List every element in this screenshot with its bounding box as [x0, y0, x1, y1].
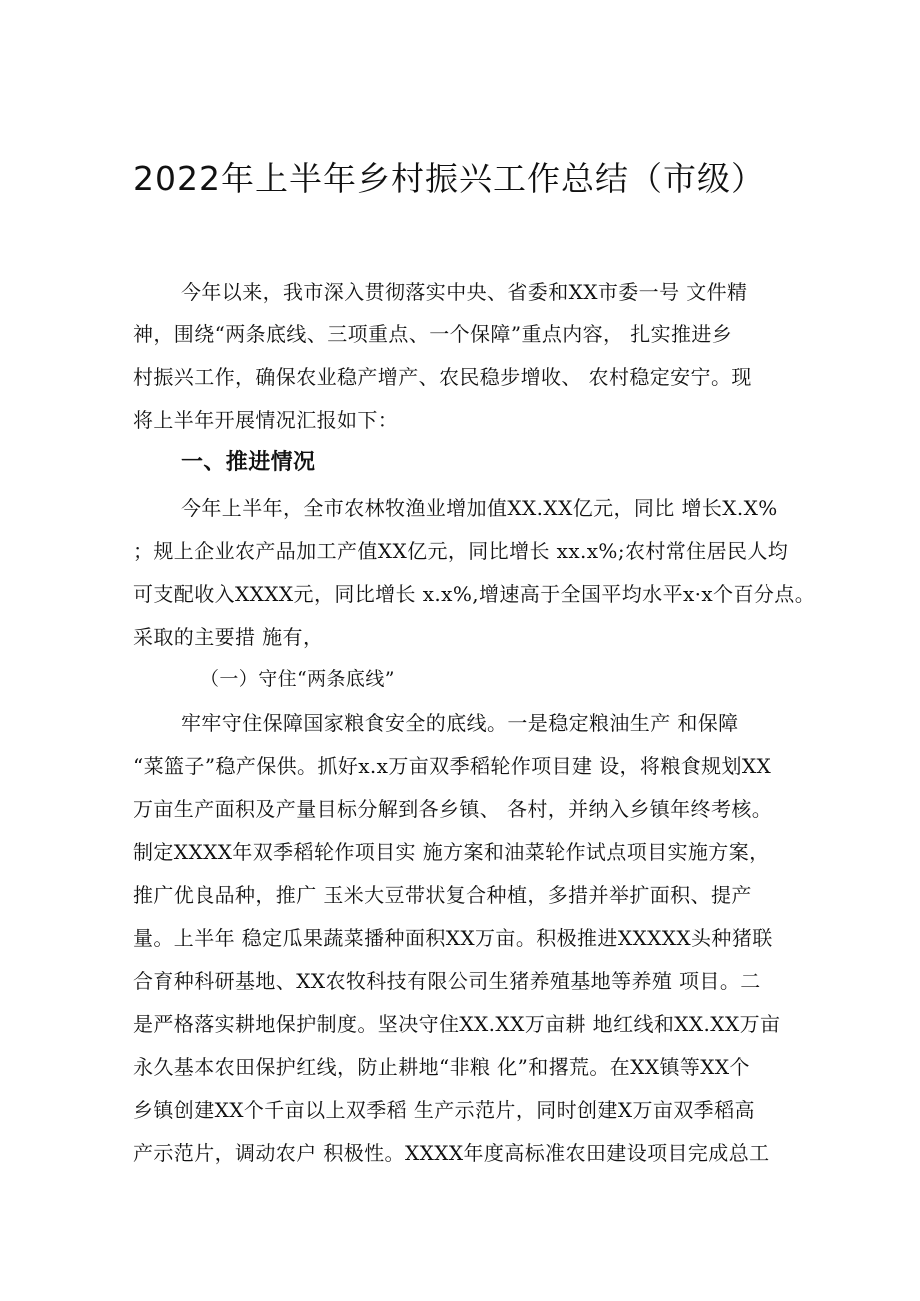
paragraph-line: 村振兴工作，确保农业稳产增产、农民稳步增收、 农村稳定安宁。现: [133, 365, 752, 389]
paragraph-line: 永久基本农田保护红线，防止耕地“非粮 化”和撂荒。在XX镇等XX个: [133, 1055, 750, 1079]
paragraph-line: 乡镇创建XX个千亩以上双季稻 生产示范片，同时创建X万亩双季稻高: [133, 1098, 755, 1122]
paragraph-line: 量。上半年 稳定瓜果蔬菜播种面积XX万亩。积极推进XXXXX头种猪联: [133, 926, 773, 950]
paragraph-line: 将上半年开展情况汇报如下：: [133, 408, 399, 432]
paragraph-line: 是严格落实耕地保护制度。坚决守住XX.XX万亩耕 地红线和XX.XX万亩: [133, 1012, 781, 1036]
paragraph-line: 可支配收入XXXX元，同比增长 x.x%,增速高于全国平均水平x·x个百分点。: [133, 582, 816, 606]
paragraph-line: 神，围绕“两条底线、三项重点、一个保障”重点内容， 扎实推进乡: [133, 322, 733, 346]
paragraph-line: “菜篮子”稳产保供。抓好x.x万亩双季稻轮作项目建 设，将粮食规划XX: [133, 754, 772, 778]
paragraph-line: 制定XXXX年双季稻轮作项目实 施方案和油菜轮作试点项目实施方案，: [133, 840, 770, 864]
paragraph-line: 采取的主要措 施有，: [133, 625, 324, 649]
paragraph-line: 合育种科研基地、XX农牧科技有限公司生猪养殖基地等养殖 项目。二: [133, 969, 761, 993]
paragraph-line: 万亩生产面积及产量目标分解到各乡镇、 各村，并纳入乡镇年终考核。: [133, 797, 773, 821]
document-title: 2022年上半年乡村振兴工作总结（市级）: [133, 159, 765, 198]
paragraph-line: 产示范片，调动农户 积极性。XXXX年度高标准农田建设项目完成总工: [133, 1141, 770, 1165]
paragraph-line: 今年上半年，全市农林牧渔业增加值XX.XX亿元，同比 增长X.X%: [181, 496, 778, 520]
section-heading: 一、推进情况: [181, 450, 316, 475]
paragraph-line: ；规上企业农产品加工产值XX亿元，同比增长 xx.x%;农村常住居民人均: [133, 539, 789, 563]
paragraph-line: 今年以来，我市深入贯彻落实中央、省委和XX市委一号 文件精: [181, 280, 748, 304]
paragraph-line: 推广优良品种，推广 玉米大豆带状复合种植，多措并举扩面积、提产: [133, 883, 752, 907]
paragraph-line: 牢牢守住保障国家粮食安全的底线。一是稳定粮油生产 和保障: [181, 711, 739, 735]
subsection-heading: （一）守住“两条底线”: [200, 668, 395, 690]
